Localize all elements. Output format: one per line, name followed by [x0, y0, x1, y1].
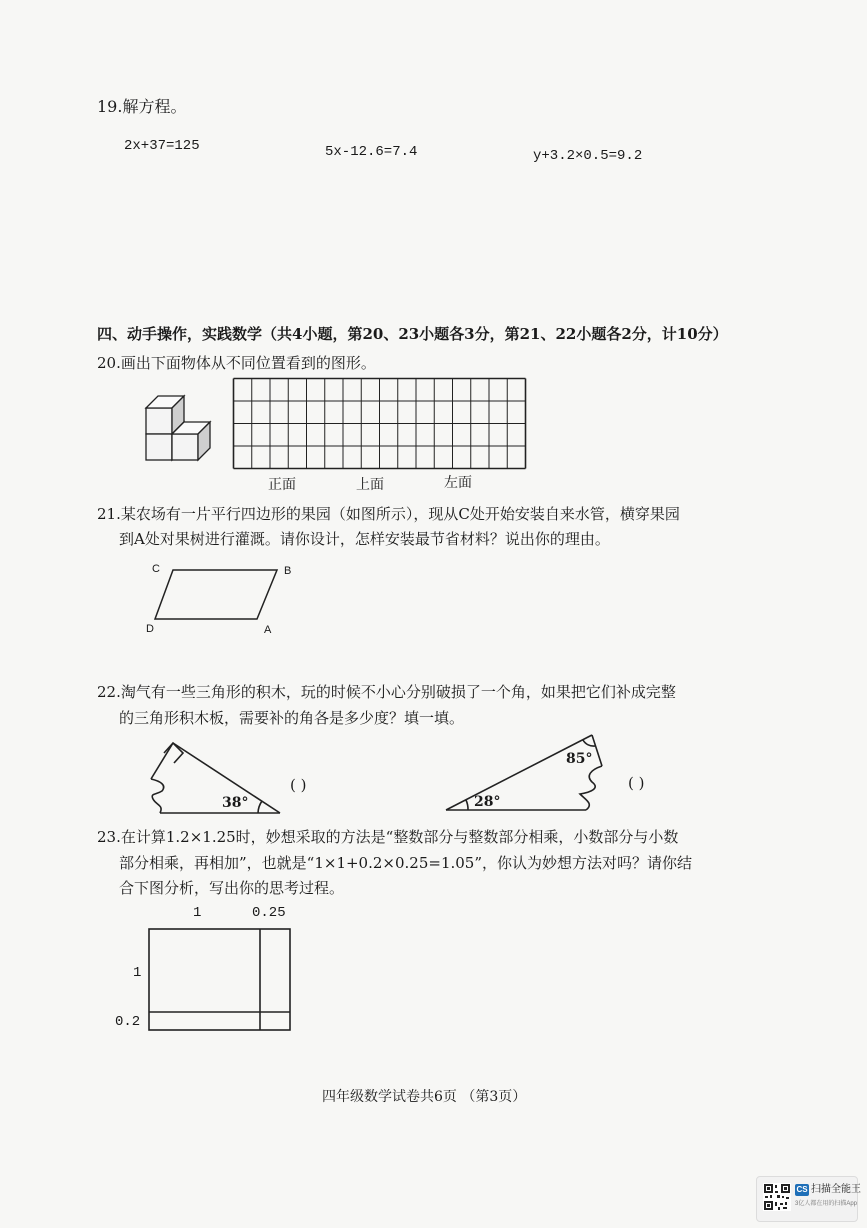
q19-title: 19.解方程。 [97, 97, 187, 116]
top-label-025: 0.25 [252, 905, 286, 921]
q23-line1: 23.在计算1.2×1.25时，妙想采取的方法是“整数部分与整数部分相乘，小数部分与小数 [97, 828, 679, 846]
q21-line1: 21.某农场有一片平行四边形的果园（如图所示），现从C处开始安装自来水管，横穿果园 [97, 505, 680, 523]
equation-2: 5x-12.6=7.4 [325, 144, 418, 160]
cube-stack-figure [140, 390, 220, 475]
vertex-a: A [264, 624, 272, 636]
equation-1: 2x+37=125 [124, 138, 200, 154]
vertex-b: B [284, 565, 292, 577]
label-left-view: 左面 [444, 474, 472, 490]
vertex-d: D [146, 623, 154, 635]
broken-triangle-1 [140, 735, 290, 815]
tri2-bottom-angle-label: 28° [474, 794, 501, 810]
label-top-view: 上面 [356, 476, 384, 492]
drawing-grid [233, 378, 526, 470]
vertex-c: C [152, 563, 160, 575]
q21-line2: 到A处对果树进行灌溉。请你设计，怎样安装最节省材料？说出你的理由。 [119, 530, 610, 548]
qr-code-icon [763, 1183, 791, 1211]
tri2-top-angle-label: 85° [566, 751, 593, 767]
q22-line1: 22.淘气有一些三角形的积木，玩的时候不小心分别破损了一个角，如果把它们补成完整 [97, 683, 676, 701]
equation-3: y+3.2×0.5=9.2 [533, 148, 643, 164]
scanner-watermark [756, 1176, 861, 1222]
area-model-rectangle [148, 928, 293, 1033]
label-front-view: 正面 [268, 476, 296, 492]
tri1-angle-label: 38° [222, 795, 249, 811]
q20-title: 20.画出下面物体从不同位置看到的图形。 [97, 354, 376, 372]
q23-line3: 合下图分析，写出你的思考过程。 [119, 879, 345, 897]
section-heading: 四、动手操作，实践数学（共4小题，第20、23小题各3分，第21、22小题各2分，计10分） [97, 325, 728, 343]
side-label-1: 1 [133, 965, 142, 981]
tri2-answer-blank[interactable]: ( ) [628, 774, 645, 792]
q23-line2: 部分相乘，再相加”，也就是“1×1+0.2×0.25=1.05”，你认为妙想方法对吗？请你结 [119, 854, 693, 872]
top-label-1: 1 [193, 905, 202, 921]
camscanner-logo-icon: CS [796, 1185, 808, 1194]
q22-line2: 的三角形积木板，需要补的角各是多少度？填一填。 [119, 709, 465, 727]
broken-triangle-2 [440, 730, 615, 815]
side-label-02: 0.2 [115, 1014, 141, 1030]
page-footer: 四年级数学试卷共6页 （第3页） [322, 1089, 527, 1105]
scanner-tagline: 3亿人都在用的扫描App [795, 1201, 858, 1207]
tri1-answer-blank[interactable]: ( ) [290, 776, 307, 794]
scanner-app-name: 扫描全能王 [811, 1184, 861, 1195]
